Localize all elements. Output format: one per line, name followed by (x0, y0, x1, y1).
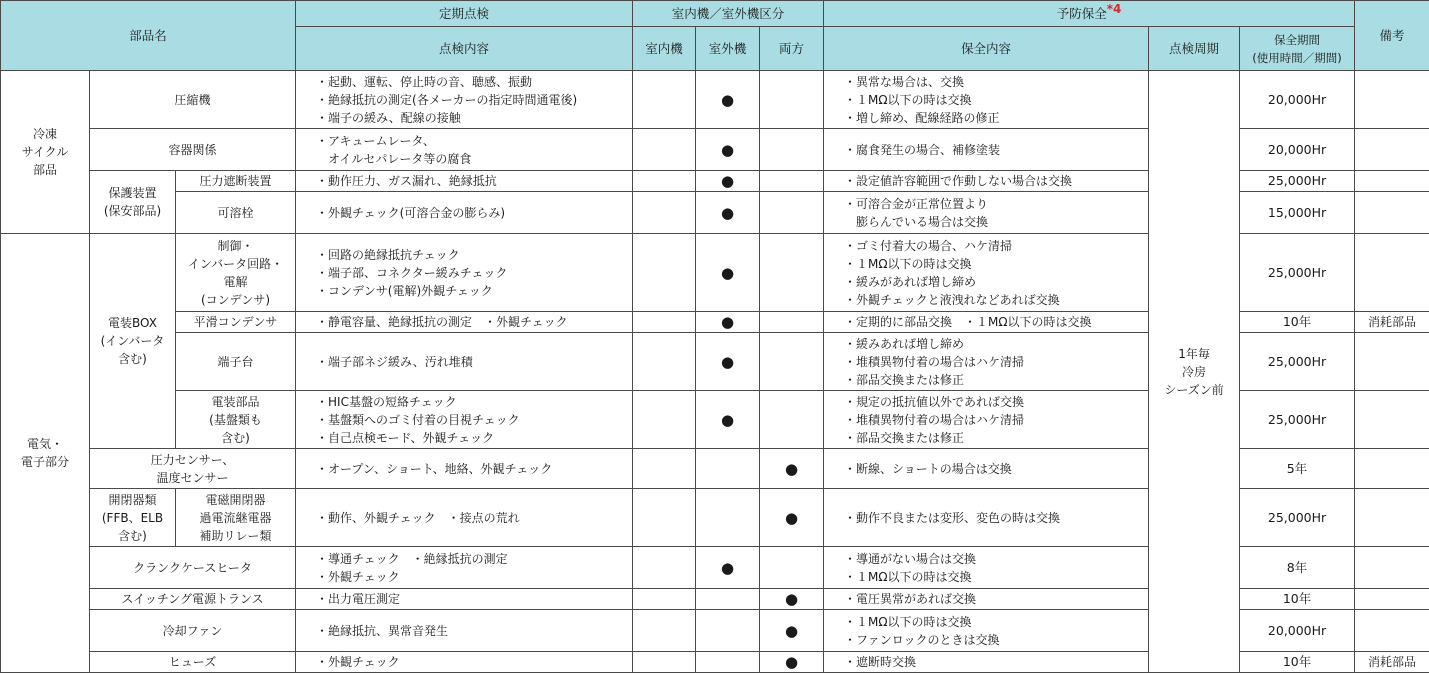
group-electrical: 電気・ 電子部分 (1, 234, 90, 673)
remarks-cell: 消耗部品 (1355, 652, 1429, 673)
maintenance-period: 5年 (1240, 449, 1355, 489)
part-name: 容器関係 (90, 129, 296, 171)
inspection-content: ・動作、外観チェック ・接点の荒れ (296, 489, 633, 547)
part-name: ヒューズ (90, 652, 296, 673)
header-preventive (824, 1, 1355, 27)
maintenance-content: ・１MΩ以下の時は交換 ・ファンロックのときは交換 (824, 610, 1149, 652)
header-inspection-content: 点検内容 (296, 27, 633, 71)
maintenance-content: ・可溶合金が正常位置より 膨らんでいる場合は交換 (824, 192, 1149, 234)
maintenance-content: ・設定値許容範囲で作動しない場合は交換 (824, 171, 1149, 192)
maintenance-period: 20,000Hr (1240, 610, 1355, 652)
remarks-cell (1355, 333, 1429, 391)
header-maintenance-content: 保全内容 (824, 27, 1149, 71)
both-mark: ● (760, 489, 824, 547)
indoor-cell (633, 192, 696, 234)
part-name: クランクケースヒータ (90, 547, 296, 589)
part-name: 圧縮機 (90, 71, 296, 129)
preventive-note: *4 (1106, 1, 1122, 16)
outdoor-mark: ● (696, 333, 760, 391)
outdoor-mark: ● (696, 547, 760, 589)
maintenance-period: 10年 (1240, 589, 1355, 610)
indoor-cell (633, 449, 696, 489)
inspection-content: ・外観チェック (296, 652, 633, 673)
header-outdoor: 室外機 (696, 27, 760, 71)
maintenance-period: 20,000Hr (1240, 129, 1355, 171)
maintenance-period: 25,000Hr (1240, 391, 1355, 449)
maintenance-content: ・遮断時交換 (824, 652, 1149, 673)
outdoor-mark: ● (696, 312, 760, 333)
maintenance-period: 15,000Hr (1240, 192, 1355, 234)
inspection-content: ・端子部ネジ緩み、汚れ堆積 (296, 333, 633, 391)
header-period (1240, 27, 1355, 71)
both-cell (760, 71, 824, 129)
outdoor-mark: ● (696, 129, 760, 171)
inspection-content: ・静電容量、絶縁抵抗の測定 ・外観チェック (296, 312, 633, 333)
remarks-cell (1355, 449, 1429, 489)
remarks-cell (1355, 547, 1429, 589)
group-switchgear: 開閉器類 (FFB、ELB 含む) (90, 489, 176, 547)
maintenance-period: 20,000Hr (1240, 71, 1355, 129)
maintenance-period: 25,000Hr (1240, 333, 1355, 391)
inspection-content: ・HIC基盤の短絡チェック ・基盤類へのゴミ付着の目視チェック ・自己点検モード、外観チェック (296, 391, 633, 449)
part-name: 平滑コンデンサ (176, 312, 296, 333)
group-refrigeration: 冷凍 サイクル 部品 (1, 71, 90, 234)
preventive-label: 予防保全 (1056, 5, 1107, 21)
maintenance-period: 10年 (1240, 312, 1355, 333)
inspection-content: ・絶縁抵抗、異常音発生 (296, 610, 633, 652)
both-mark: ● (760, 610, 824, 652)
part-name: スイッチング電源トランス (90, 589, 296, 610)
inspection-content: ・動作圧力、ガス漏れ、絶縁抵抗 (296, 171, 633, 192)
outdoor-mark: ● (696, 71, 760, 129)
remarks-cell (1355, 391, 1429, 449)
maintenance-period: 10年 (1240, 652, 1355, 673)
maintenance-period: 25,000Hr (1240, 171, 1355, 192)
header-remarks: 備考 (1355, 1, 1429, 71)
remarks-cell (1355, 171, 1429, 192)
outdoor-mark: ● (696, 192, 760, 234)
maintenance-content: ・異常な場合は、交換 ・１MΩ以下の時は交換 ・増し締め、配線経路の修正 (824, 71, 1149, 129)
indoor-cell (633, 547, 696, 589)
part-name: 圧力センサー、 温度センサー (90, 449, 296, 489)
both-cell (760, 192, 824, 234)
group-ebox: 電装BOX (インバータ 含む) (90, 234, 176, 449)
indoor-cell (633, 234, 696, 312)
both-mark: ● (760, 449, 824, 489)
maintenance-content: ・動作不良または変形、変色の時は交換 (824, 489, 1149, 547)
period-line2: (使用時間／期間) (1252, 50, 1342, 65)
indoor-cell (633, 652, 696, 673)
inspection-content: ・オープン、ショート、地絡、外観チェック (296, 449, 633, 489)
remarks-cell (1355, 610, 1429, 652)
both-mark: ● (760, 652, 824, 673)
both-cell (760, 547, 824, 589)
both-cell (760, 129, 824, 171)
outdoor-cell (696, 449, 760, 489)
outdoor-cell (696, 489, 760, 547)
inspection-content: ・アキュームレータ、 オイルセパレータ等の腐食 (296, 129, 633, 171)
header-part-name: 部品名 (1, 1, 296, 71)
part-name: 電磁開閉器 過電流継電器 補助リレー類 (176, 489, 296, 547)
remarks-cell (1355, 589, 1429, 610)
maintenance-content: ・導通がない場合は交換 ・１MΩ以下の時は交換 (824, 547, 1149, 589)
part-name: 冷却ファン (90, 610, 296, 652)
outdoor-cell (696, 652, 760, 673)
maintenance-content: ・規定の抵抗値以外であれば交換 ・堆積異物付着の場合はハケ清掃 ・部品交換または修正 (824, 391, 1149, 449)
header-both: 両方 (760, 27, 824, 71)
both-cell (760, 312, 824, 333)
indoor-cell (633, 333, 696, 391)
indoor-cell (633, 171, 696, 192)
inspection-content: ・出力電圧測定 (296, 589, 633, 610)
indoor-cell (633, 589, 696, 610)
remarks-cell (1355, 192, 1429, 234)
part-name: 電装部品 (基盤類も 含む) (176, 391, 296, 449)
both-cell (760, 234, 824, 312)
maintenance-period: 8年 (1240, 547, 1355, 589)
header-cycle: 点検周期 (1149, 27, 1240, 71)
part-name: 端子台 (176, 333, 296, 391)
part-name: 可溶栓 (176, 192, 296, 234)
maintenance-content: ・ゴミ付着大の場合、ハケ清掃 ・１MΩ以下の時は交換 ・緩みがあれば増し締め ・外観チェックと液洩れなどあれば交換 (824, 234, 1149, 312)
both-cell (760, 171, 824, 192)
table-row (1, 71, 1429, 129)
header-periodic-inspection: 定期点検 (296, 1, 633, 27)
indoor-cell (633, 391, 696, 449)
outdoor-mark: ● (696, 391, 760, 449)
maintenance-period: 25,000Hr (1240, 489, 1355, 547)
indoor-cell (633, 312, 696, 333)
header-unit-class: 室内機／室外機区分 (633, 1, 824, 27)
maintenance-content: ・定期的に部品交換 ・１MΩ以下の時は交換 (824, 312, 1149, 333)
remarks-cell (1355, 489, 1429, 547)
indoor-cell (633, 489, 696, 547)
outdoor-mark: ● (696, 171, 760, 192)
inspection-cycle: 1年毎 冷房 シーズン前 (1149, 71, 1240, 673)
outdoor-cell (696, 589, 760, 610)
maintenance-content: ・断線、ショートの場合は交換 (824, 449, 1149, 489)
inspection-content: ・導通チェック ・絶縁抵抗の測定 ・外観チェック (296, 547, 633, 589)
indoor-cell (633, 610, 696, 652)
maintenance-period: 25,000Hr (1240, 234, 1355, 312)
group-protection: 保護装置 (保安部品) (90, 171, 176, 234)
outdoor-mark: ● (696, 234, 760, 312)
maintenance-content: ・電圧異常があれば交換 (824, 589, 1149, 610)
inspection-content: ・回路の絶縁抵抗チェック ・端子部、コネクター緩みチェック ・コンデンサ(電解)外観チェック (296, 234, 633, 312)
part-name: 圧力遮断装置 (176, 171, 296, 192)
remarks-cell (1355, 71, 1429, 129)
header-indoor: 室内機 (633, 27, 696, 71)
maintenance-content: ・腐食発生の場合、補修塗装 (824, 129, 1149, 171)
inspection-content: ・起動、運転、停止時の音、聴感、振動 ・絶縁抵抗の測定(各メーカーの指定時間通電後) ・端子の緩み、配線の接触 (296, 71, 633, 129)
remarks-cell (1355, 234, 1429, 312)
both-mark: ● (760, 589, 824, 610)
both-cell (760, 391, 824, 449)
remarks-cell: 消耗部品 (1355, 312, 1429, 333)
maintenance-content: ・緩みあれば増し締め ・堆積異物付着の場合はハケ清掃 ・部品交換または修正 (824, 333, 1149, 391)
indoor-cell (633, 71, 696, 129)
outdoor-cell (696, 610, 760, 652)
remarks-cell (1355, 129, 1429, 171)
period-line1: 保全期間 (1274, 32, 1321, 47)
inspection-content: ・外観チェック(可溶合金の膨らみ) (296, 192, 633, 234)
part-name: 制御・ インバータ回路・ 電解 (コンデンサ) (176, 234, 296, 312)
both-cell (760, 333, 824, 391)
indoor-cell (633, 129, 696, 171)
